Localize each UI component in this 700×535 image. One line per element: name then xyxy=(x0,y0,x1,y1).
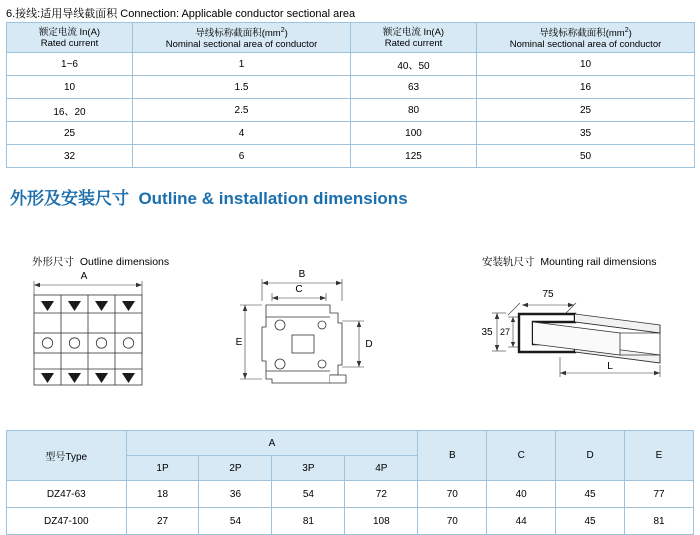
cell-rated-current: 32 xyxy=(7,145,133,168)
cell-a-2p: 54 xyxy=(199,508,272,535)
header-pole-3p: 3P xyxy=(272,456,345,481)
cell-section-area: 25 xyxy=(477,99,695,122)
cell-a-4p: 108 xyxy=(345,508,418,535)
cell-a-3p: 81 xyxy=(272,508,345,535)
dim-label-b: B xyxy=(298,269,306,280)
header-en: Nominal sectional area of conductor xyxy=(509,39,662,51)
connection-section-title xyxy=(6,5,355,21)
cell-e: 81 xyxy=(625,508,694,535)
cell-a-1p: 27 xyxy=(126,508,199,535)
dim-label-l: L xyxy=(607,361,613,372)
dim-label-75: 75 xyxy=(542,289,554,300)
header-type-cn: 型号 xyxy=(45,452,66,463)
header-sup: 2 xyxy=(624,27,629,34)
header-cn: 额定电流 In(A) xyxy=(382,26,445,38)
cell-a-2p: 36 xyxy=(199,481,272,508)
dimension-drawings-svg xyxy=(0,265,700,405)
header-cn: 导线标称截面积(mm xyxy=(539,28,625,40)
header-en: Nominal sectional area of conductor xyxy=(165,39,318,51)
table-row xyxy=(7,99,695,122)
table-header-row-top xyxy=(7,431,694,456)
cell-rated-current: 25 xyxy=(7,122,133,145)
header-type-en: Type xyxy=(65,452,88,463)
dim-label-d: D xyxy=(365,339,373,350)
header-d: D xyxy=(556,431,625,481)
header-type xyxy=(7,431,127,481)
dim-label-c: C xyxy=(295,284,303,295)
connection-title-en: Connection: Applicable conductor sectional area xyxy=(120,8,356,20)
cell-a-1p: 18 xyxy=(126,481,199,508)
caption-cn: 安装轨尺寸 xyxy=(482,256,535,268)
dim-label-a: A xyxy=(80,271,88,282)
header-rated-current-1 xyxy=(7,23,133,53)
cell-section-area: 1 xyxy=(133,53,351,76)
cell-section-area: 6 xyxy=(133,145,351,168)
header-rated-current-2 xyxy=(351,23,477,53)
cell-section-area: 10 xyxy=(477,53,695,76)
dim-label-e: E xyxy=(235,337,243,348)
cell-rated-current: 100 xyxy=(351,122,477,145)
cell-d: 45 xyxy=(556,508,625,535)
cell-type: DZ47-100 xyxy=(7,508,127,535)
cell-section-area: 4 xyxy=(133,122,351,145)
cell-b: 70 xyxy=(418,508,487,535)
connection-table xyxy=(6,22,695,168)
header-e: E xyxy=(625,431,694,481)
cell-rated-current: 63 xyxy=(351,76,477,99)
cell-section-area: 35 xyxy=(477,122,695,145)
outline-section-heading xyxy=(10,184,408,209)
cell-a-3p: 54 xyxy=(272,481,345,508)
caption-en: Outline dimensions xyxy=(79,256,170,268)
table-row xyxy=(7,481,694,508)
cell-rated-current: 80 xyxy=(351,99,477,122)
caption-cn: 外形尺寸 xyxy=(32,256,74,268)
header-b: B xyxy=(418,431,487,481)
table-row xyxy=(7,76,695,99)
header-sup: 2 xyxy=(280,27,285,34)
dim-label-27: 27 xyxy=(499,327,511,337)
dim-label-35: 35 xyxy=(481,327,493,338)
cell-d: 45 xyxy=(556,481,625,508)
cell-e: 77 xyxy=(625,481,694,508)
cell-rated-current: 125 xyxy=(351,145,477,168)
cell-type: DZ47-63 xyxy=(7,481,127,508)
outline-heading-en: Outline & installation dimensions xyxy=(138,189,408,208)
cell-rated-current: 16、20 xyxy=(7,99,133,122)
header-pole-2p: 2P xyxy=(199,456,272,481)
cell-section-area: 1.5 xyxy=(133,76,351,99)
header-pole-1p: 1P xyxy=(126,456,199,481)
drawings-area xyxy=(0,265,700,405)
cell-section-area: 50 xyxy=(477,145,695,168)
cell-a-4p: 72 xyxy=(345,481,418,508)
header-sectional-area-1 xyxy=(133,23,351,53)
header-pole-4p: 4P xyxy=(345,456,418,481)
table-row xyxy=(7,53,695,76)
header-en: Rated current xyxy=(40,37,99,49)
caption-en: Mounting rail dimensions xyxy=(540,256,657,268)
cell-rated-current: 10 xyxy=(7,76,133,99)
cell-c: 40 xyxy=(487,481,556,508)
header-cn-tail: ) xyxy=(628,28,632,40)
header-cn-tail: ) xyxy=(284,28,288,40)
header-sectional-area-2 xyxy=(477,23,695,53)
cell-rated-current: 40、50 xyxy=(351,53,477,76)
header-a-group: A xyxy=(126,431,418,456)
dimension-table xyxy=(6,430,694,535)
table-row xyxy=(7,122,695,145)
header-cn: 导线标称截面积(mm xyxy=(195,28,281,40)
cell-rated-current: 1~6 xyxy=(7,53,133,76)
header-c: C xyxy=(487,431,556,481)
outline-heading-cn: 外形及安装尺寸 xyxy=(10,189,129,208)
connection-title-cn: 6.接线:适用导线截面积 xyxy=(6,8,118,20)
cell-c: 44 xyxy=(487,508,556,535)
cell-b: 70 xyxy=(418,481,487,508)
header-en: Rated current xyxy=(384,37,443,49)
table-header-row xyxy=(7,23,695,53)
table-row xyxy=(7,145,695,168)
table-row xyxy=(7,508,694,535)
header-cn: 额定电流 In(A) xyxy=(38,26,101,38)
cell-section-area: 2.5 xyxy=(133,99,351,122)
cell-section-area: 16 xyxy=(477,76,695,99)
